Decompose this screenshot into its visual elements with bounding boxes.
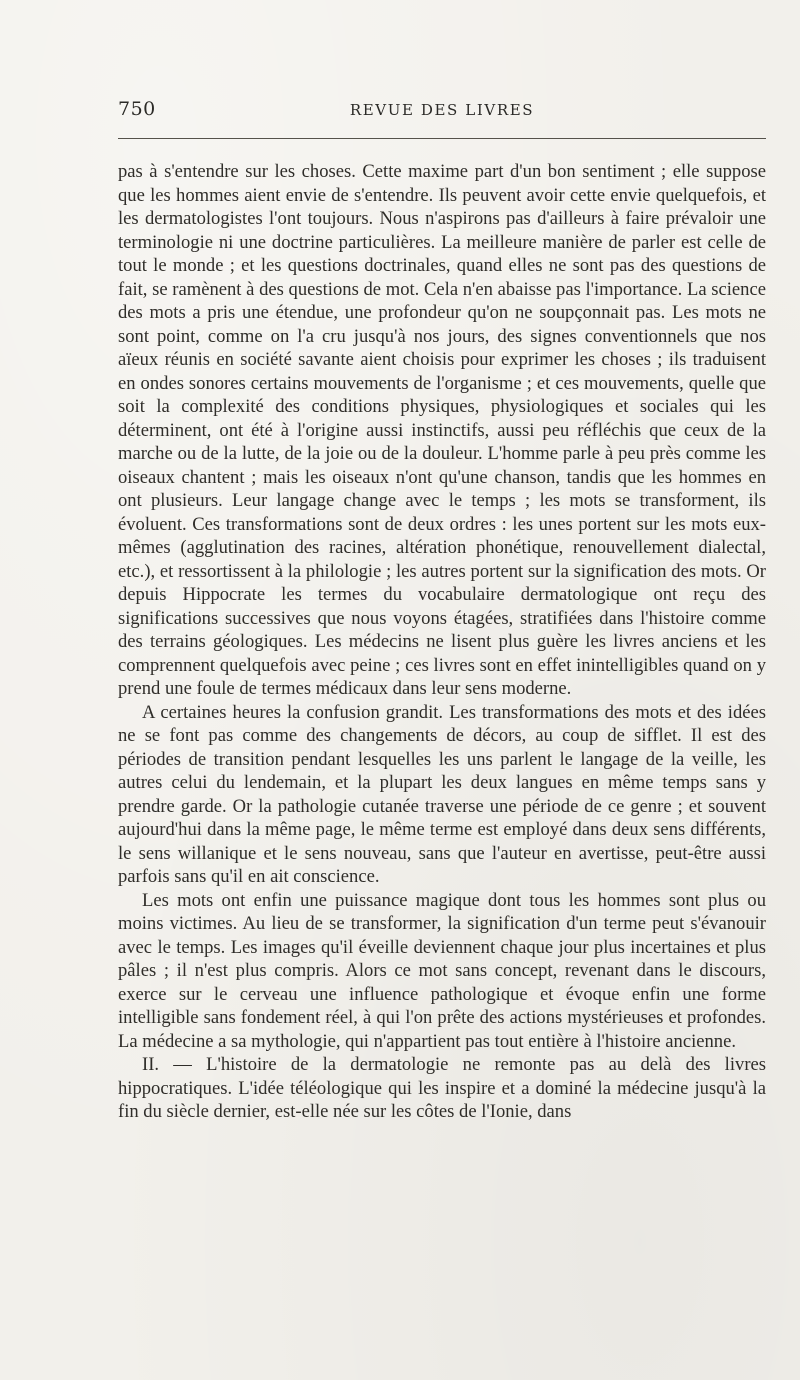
page-number: 750: [118, 98, 156, 120]
body-text: [118, 160, 766, 1124]
running-title: REVUE DES LIVRES: [349, 101, 535, 119]
header-rule: [118, 138, 766, 139]
page-header: [118, 98, 766, 128]
paragraph: Les mots ont enfin une puissance magique dont tous les hommes sont plus ou moins victimes. Au lieu de se transformer, la signification d'un terme peut s'évanouir avec le temps. Les images qu'il éveille deviennent chaque jour plus incertaines et plus pâles ; il n'est plus compris. Alors ce mot sans concept, revenant dans le discours, exerce sur le cerveau une influence pathologique et évoque enfin une forme intelligible sans fondement réel, à qui l'on prête des actions mystérieuses et profondes. La médecine a sa mythologie, qui n'appartient pas tout entière à l'histoire ancienne.: [118, 889, 766, 1052]
paragraph: A certaines heures la confusion grandit. Les transformations des mots et des idées ne se font pas comme des changements de décors, au coup de sifflet. Il est des périodes de transition pendant lesquelles les uns parlent le langage de la veille, les autres celui du lendemain, et la plupart les deux langues en même temps sans y prendre garde. Or la pathologie cutanée traverse une période de ce genre ; et souvent aujourd'hui dans la même page, le même terme est employé dans deux sens différents, le sens willanique et le sens nouveau, sans que l'auteur en avertisse, peut-être aussi parfois sans qu'il en ait conscience.: [118, 701, 766, 887]
paragraph: II. — L'histoire de la dermatologie ne remonte pas au delà des livres hippocratiques. L'idée téléologique qui les inspire et a dominé la médecine jusqu'à la fin du siècle dernier, est-elle née sur les côtes de l'Ionie, dans: [118, 1054, 766, 1122]
paragraph: pas à s'entendre sur les choses. Cette maxime part d'un bon sentiment ; elle suppose que les hommes aient envie de s'entendre. Ils peuvent avoir cette envie quelquefois, et les dermatologistes l'ont toujours. Nous n'aspirons pas d'ailleurs à faire prévaloir une terminologie ni une doctrine particulières. La meilleure manière de parler est celle de tout le monde ; et les questions doctrinales, quand elles ne sont pas des questions de fait, se ramènent à des questions de mot. Cela n'en abaisse pas l'importance. La science des mots a pris une étendue, une profondeur qu'on ne soupçonnait pas. Les mots ne sont point, comme on l'a cru jusqu'à nos jours, des signes conventionnels que nos aïeux réunis en société savante aient choisis pour exprimer les choses ; ils traduisent en ondes sonores certains mouvements de l'organisme ; et ces mouvements, quelle que soit la complexité des conditions physiques, physiologiques et sociales qui les déterminent, ont été à l'origine aussi instinctifs, aussi peu réfléchis que ceux de la marche ou de la lutte, de la joie ou de la douleur. L'homme parle à peu près comme les oiseaux chantent ; mais les oiseaux n'ont qu'une chanson, tandis que les hommes en ont plusieurs. Leur langage change avec le temps ; les mots se transforment, ils évoluent. Ces transformations sont de deux ordres : les unes portent sur les mots eux-mêmes (agglutination des racines, altération phonétique, renouvellement dialectal, etc.), et ressortissent à la philologie ; les autres portent sur la signification des mots. Or depuis Hippocrate les termes du vocabulaire dermatologique ont reçu des significations successives que nous voyons étagées, stratifiées dans l'histoire comme des terrains géologiques. Les médecins ne lisent plus guère les livres anciens et les comprennent quelquefois avec peine ; ces livres sont en effet inintelligibles quand on y prend une foule de termes médicaux dans leur sens moderne.: [118, 161, 766, 699]
